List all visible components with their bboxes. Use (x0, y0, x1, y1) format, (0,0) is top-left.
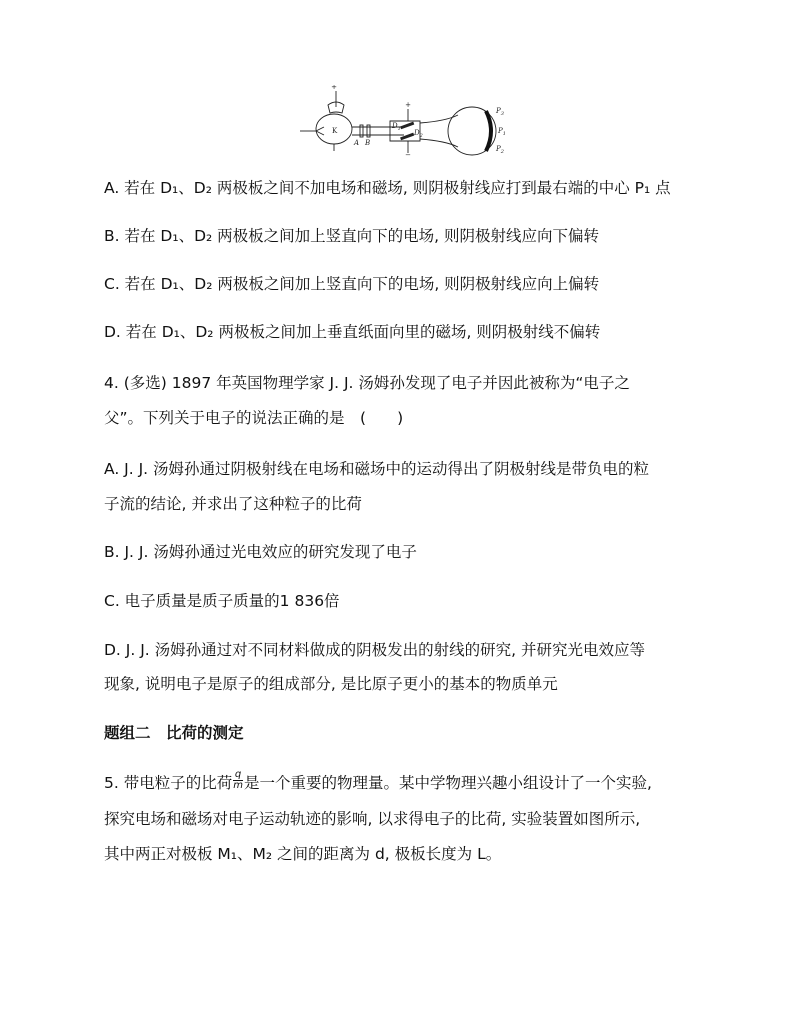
label-p3 (495, 107, 504, 117)
plate-d1 (397, 122, 414, 132)
q4-option-c: C. 电子质量是质子质量的1 836倍 (104, 592, 340, 610)
q3-option-c: C. 若在 D₁、D₂ 两极板之间加上竖直向下的电场, 则阴极射线应向上偏转 (104, 275, 600, 293)
label-d1 (391, 122, 401, 132)
label-p2-sub: 2 (500, 149, 504, 155)
charge-mass-fraction (233, 770, 243, 791)
label-a: A (354, 139, 360, 147)
cathode-ray-tube-figure (296, 85, 508, 157)
q4-stem-line-1: 4. (多选) 1897 年英国物理学家 J. J. 汤姆孙发现了电子并因此被称为“电子之 (104, 374, 630, 392)
plate-d2 (400, 133, 414, 141)
q4-option-d-line-2: 现象, 说明电子是原子的组成部分, 是比原子更小的基本的物质单元 (104, 675, 558, 693)
q5-line-1-after: 是一个重要的物理量。某中学物理兴趣小组设计了一个实验, (243, 774, 652, 792)
label-b: B (365, 139, 371, 147)
label-p3-letter: P (496, 107, 501, 115)
q4-option-a-line-1: A. J. J. 汤姆孙通过阴极射线在电场和磁场中的运动得出了阴极射线是带负电的粒 (104, 460, 650, 478)
q4-option-a-line-2: 子流的结论, 并求出了这种粒子的比荷 (104, 495, 362, 513)
label-p1-sub: 1 (502, 131, 506, 137)
label-p2 (495, 145, 504, 155)
q4-stem-line-2: 父”。下列关于电子的说法正确的是 ( ) (104, 409, 404, 427)
q5-line-1 (104, 769, 652, 794)
q3-option-b: B. 若在 D₁、D₂ 两极板之间加上竖直向下的电场, 则阴极射线应向下偏转 (104, 227, 599, 245)
cathode-ray-tube-diagram (296, 85, 508, 157)
label-d1-letter: D (392, 122, 398, 130)
q3-option-d: D. 若在 D₁、D₂ 两极板之间加上垂直纸面向里的磁场, 则阴极射线不偏转 (104, 323, 601, 341)
label-p1-letter: P (498, 127, 503, 135)
label-k: K (332, 127, 338, 135)
flare-top (420, 115, 458, 123)
label-d1-sub: 1 (397, 126, 401, 132)
q3-option-a: A. 若在 D₁、D₂ 两极板之间不加电场和磁场, 则阴极射线应打到最右端的中心 P₁ 点 (104, 179, 671, 197)
label-p2-letter: P (496, 145, 501, 153)
label-p1 (497, 127, 506, 137)
fraction-denominator: m (233, 780, 243, 791)
label-plate-bottom: − (405, 151, 411, 157)
label-d2 (413, 129, 423, 139)
flare-bottom (420, 139, 458, 147)
label-plus: + (331, 85, 337, 91)
group-2-heading: 题组二 比荷的测定 (104, 724, 244, 742)
q4-option-b: B. J. J. 汤姆孙通过光电效应的研究发现了电子 (104, 543, 417, 561)
q4-option-d-line-1: D. J. J. 汤姆孙通过对不同材料做成的阴极发出的射线的研究, 并研究光电效应等 (104, 641, 645, 659)
label-plate-top: + (405, 101, 411, 109)
q5-line-2: 探究电场和磁场对电子运动轨迹的影响, 以求得电子的比荷, 实验装置如图所示, (104, 810, 641, 828)
label-d2-letter: D (414, 129, 420, 137)
fraction-numerator: q (234, 769, 242, 780)
label-p3-sub: 3 (500, 111, 504, 117)
q5-line-3: 其中两正对极板 M₁、M₂ 之间的距离为 d, 极板长度为 L。 (104, 845, 502, 863)
label-d2-sub: 2 (419, 133, 423, 139)
fluorescent-screen (486, 111, 491, 151)
q5-line-1-before: 5. 带电粒子的比荷 (104, 774, 233, 792)
